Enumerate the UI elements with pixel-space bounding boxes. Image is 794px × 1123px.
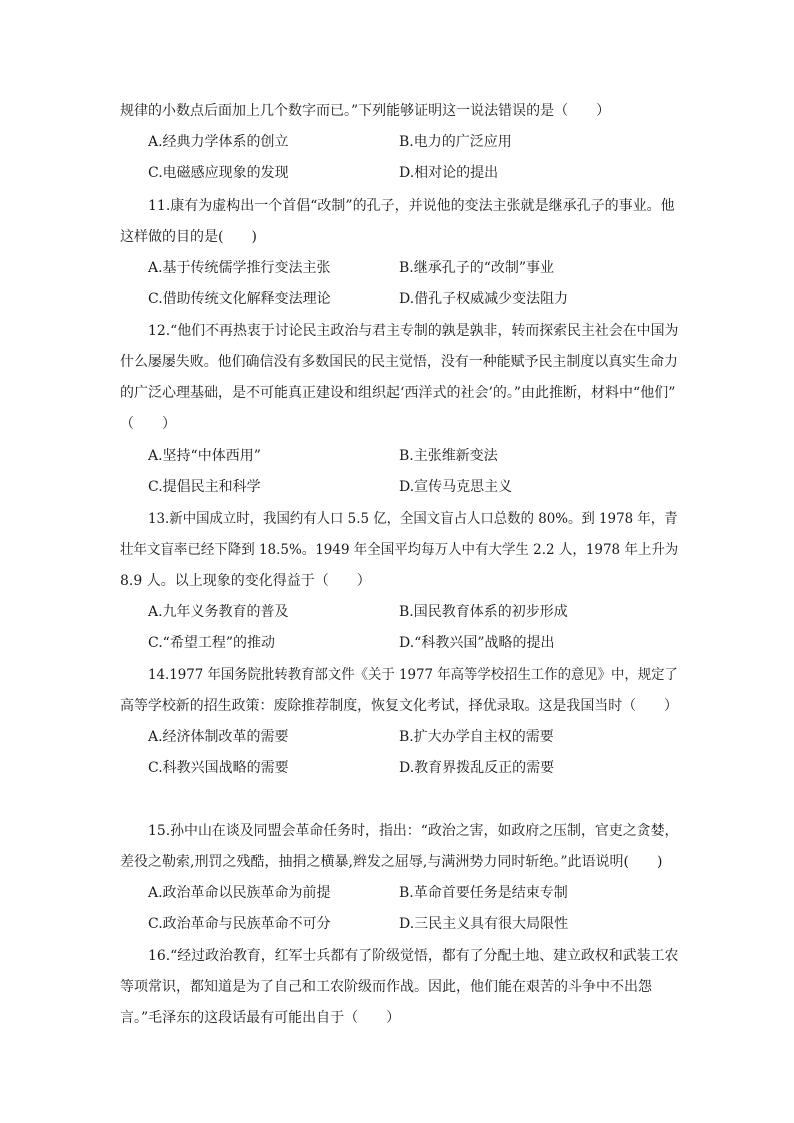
q15-stem-line1: 15.孙中山在谈及同盟会革命任务时，指出：“政治之害，如政府之压制，官吏之贪婪， xyxy=(148,823,679,839)
q12-option-a: A.坚持“中体西用” xyxy=(148,448,261,464)
q11-option-b: B.继承孔子的“改制”事业 xyxy=(399,260,555,276)
q13-stem-line1: 13.新中国成立时，我国约有人口 5.5 亿，全国文盲占人口总数的 80%。到 1978 年，青 xyxy=(148,511,678,527)
q12-option-b: B.主张维新变法 xyxy=(399,448,498,464)
q12-stem-line3: 的广泛心理基础，是不可能真正建设和组织起‘西洋式的社会’的。”由此推断，材料中“他们” xyxy=(120,385,676,401)
q14-option-c: C.科教兴国战略的需要 xyxy=(148,760,289,776)
q15-option-b: B.革命首要任务是结束专制 xyxy=(399,885,568,901)
q12-stem-line2: 什么屡屡失败。他们确信没有多数国民的民主觉悟，没有一种能赋予民主制度以真实生命力 xyxy=(120,354,678,370)
q14-option-a: A.经济体制改革的需要 xyxy=(148,729,289,745)
q16-stem-line3: 言。”毛泽东的这段话最有可能出自于（ ） xyxy=(120,1010,401,1026)
q12-option-d: D.宣传马克思主义 xyxy=(399,479,513,495)
q15-option-c: C.政治革命与民族革命不可分 xyxy=(148,916,331,932)
q16-stem-line2: 等项常识，都知道是为了自己和工农阶级而作战。因此，他们能在艰苦的斗争中不出怨 xyxy=(120,979,652,995)
q10-option-a: A.经典力学体系的创立 xyxy=(148,134,289,150)
q13-stem-line2: 壮年文盲率已经下降到 18.5%。1949 年全国平均每万人中有大学生 2.2 人，1978 年上升为 xyxy=(120,542,679,558)
q12-option-c: C.提倡民主和科学 xyxy=(148,479,261,495)
q14-option-d: D.教育界拨乱反正的需要 xyxy=(399,760,555,776)
q13-option-a: A.九年义务教育的普及 xyxy=(148,604,289,620)
q13-option-b: B.国民教育体系的初步形成 xyxy=(399,604,568,620)
q15-option-a: A.政治革命以民族革命为前提 xyxy=(148,885,331,901)
q11-option-c: C.借助传统文化解释变法理论 xyxy=(148,291,331,307)
q12-stem-line1: 12.“他们不再热衷于讨论民主政治与君主专制的孰是孰非，转而探索民主社会在中国为 xyxy=(148,323,679,339)
q10-stem-tail: 规律的小数点后面加上几个数字而已。”下列能够证明这一说法错误的是（ ） xyxy=(120,103,611,119)
q10-option-b: B.电力的广泛应用 xyxy=(399,134,512,150)
q12-stem-line4: （ ） xyxy=(120,416,176,432)
q13-stem-line3: 8.9 人。以上现象的变化得益于（ ） xyxy=(120,573,371,589)
q11-option-d: D.借孔子权威减少变法阻力 xyxy=(399,291,569,307)
q10-option-c: C.电磁感应现象的发现 xyxy=(148,165,289,181)
q16-stem-line1: 16.“经过政治教育，红军士兵都有了阶级觉悟，都有了分配土地、建立政权和武装工农 xyxy=(148,948,679,964)
q11-option-a: A.基于传统儒学推行变法主张 xyxy=(148,260,331,276)
q13-option-c: C.“希望工程”的推动 xyxy=(148,635,275,651)
q13-option-d: D.“科教兴国”战略的提出 xyxy=(399,635,555,651)
q15-option-d: D.三民主义具有很大局限性 xyxy=(399,916,569,932)
q11-stem-line2: 这样做的目的是( ) xyxy=(120,229,257,245)
q14-stem-line1: 14.1977 年国务院批转教育部文件《关于 1977 年高等学校招生工作的意见》中，规定了 xyxy=(148,667,678,683)
q14-option-b: B.扩大办学自主权的需要 xyxy=(399,729,554,745)
q14-stem-line2: 高等学校新的招生政策：废除推荐制度，恢复文化考试，择优录取。这是我国当时（ ） xyxy=(120,698,678,714)
q10-option-d: D.相对论的提出 xyxy=(399,165,499,181)
q11-stem-line1: 11.康有为虚构出一个首倡“改制”的孔子，并说他的变法主张就是继承孔子的事业。他 xyxy=(148,198,675,214)
q15-stem-line2: 差役之勒索,刑罚之残酷，抽捐之横暴,辫发之屈辱,与满洲势力同时斩绝。”此语说明( ) xyxy=(120,854,663,870)
